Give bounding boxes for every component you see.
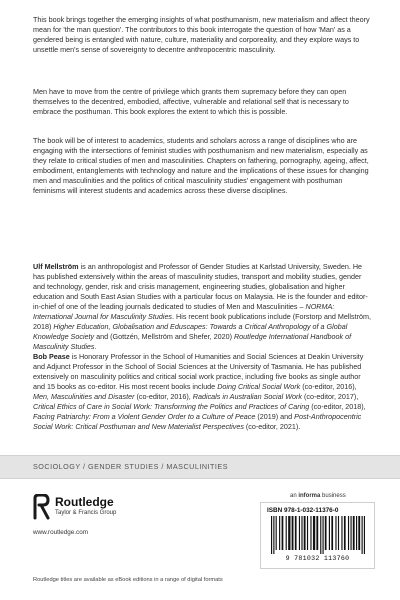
- description-paragraph-1: This book brings together the emerging insights of what posthumanism, new materialism and affect theory mean for 'the man question'. The contributors to this book interrogate the question of how 'Man' as a gendered being is entangled with nature, culture, materiality and corporeality, and they explore ways to unsettle men's sense of sovereignty to decentre anthropocentric masculinity.: [33, 15, 370, 54]
- barcode-digits: 9 781032 113760: [285, 555, 350, 562]
- subject-category-bar: [0, 455, 400, 479]
- isbn-label: ISBN 978-1-032-11376-0: [267, 507, 339, 514]
- ebook-availability-note: Routledge titles are available as eBook editions in a range of digital formats: [33, 577, 223, 583]
- barcode-icon: [271, 516, 365, 554]
- publisher-website: www.routledge.com: [33, 529, 88, 536]
- bio-mellstrom: Ulf Mellström is an anthropologist and Professor of Gender Studies at Karlstad University, Sweden. He has published extensively within the areas of masculinity studies, transport and mobility studies, gender and technology, gender, risk and crisis management, engineering studies, globalisation and higher education and South East Asian Studies with a particular focus on Malaysia. He is the founder and editor-in-chief of one of the leading journals dedicated to studies of Men and Masculinities – NORMA: International Journal for Masculinity Studies. His recent book publications include (Forstorp and Mellström, 2018) Higher Education, Globalisation and Eduscapes: Towards a Critical Anthropology of a Global Knowledge Society and (Gottzén, Mellström and Shefer, 2020) Routledge International Handbook of Masculinity Studies.: [33, 262, 371, 351]
- publisher-subtitle: Taylor & Francis Group: [55, 510, 117, 516]
- isbn-barcode: [260, 502, 375, 569]
- bio-pease: Bob Pease is Honorary Professor in the School of Humanities and Social Sciences at Deakin University and Adjunct Professor in the School of Social Sciences at the University of Tasmania. He has published extensively on masculinity politics and critical social work practice, including five books as single author and 15 books as co-editor. His most recent books include Doing Critical Social Work (co-editor, 2016), Men, Masculinities and Disaster (co-editor, 2016), Radicals in Australian Social Work (co-editor, 2017), Critical Ethics of Care in Social Work: Transforming the Politics and Practices of Caring (co-editor, 2018), Facing Patriarchy: From a Violent Gender Order to a Culture of Peace (2019) and Post-Anthropocentric Social Work: Critical Posthuman and New Materialist Perspectives (co-editor, 2021).: [33, 352, 366, 431]
- informa-imprint: an informa business: [290, 493, 346, 499]
- description-paragraph-2: Men have to move from the centre of privilege which grants them supremacy before they can open themselves to the decentred, embodied, affective, vulnerable and relational self that is necessary to embrace the posthuman. This book explores the extent to which this is possible.: [33, 87, 349, 116]
- publisher-logo: [33, 494, 138, 526]
- description-paragraph-3: The book will be of interest to academics, students and scholars across a range of disciplines who are engaging with the intersections of feminist studies with posthumanism and new materialism, especially as they relate to critical studies of men and masculinities. Chapters on fathering, pornography, ageing, affect, embodiment, entanglements with technology and nature and the implications of these issues for changing men and masculinities and the politics of critical masculinity studies' engagement with posthuman feminisms will interest students and academics across these diverse disciplines.: [33, 136, 369, 195]
- routledge-mark-icon: [33, 494, 51, 520]
- publisher-name: Routledge: [55, 495, 114, 509]
- informa-wordmark: informa: [298, 493, 321, 499]
- subject-category-text: SOCIOLOGY / GENDER STUDIES / MASCULINITIES: [33, 462, 228, 471]
